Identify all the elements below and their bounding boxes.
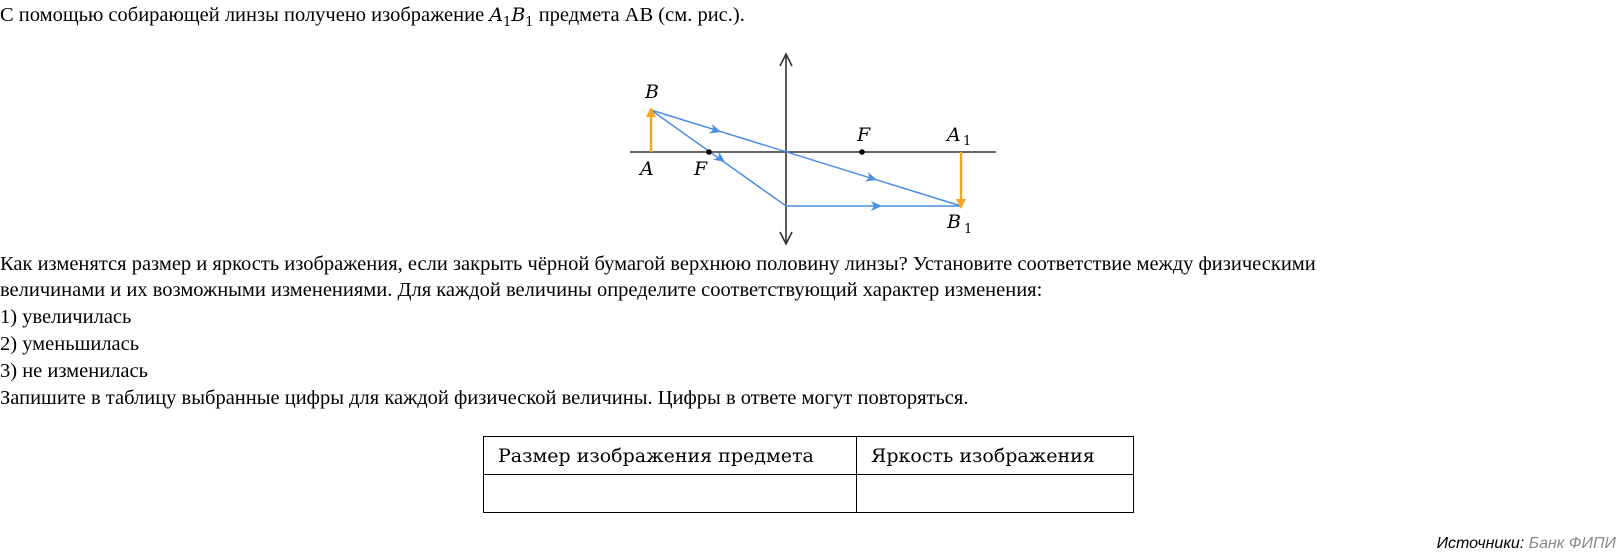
label-f-left: F [694,158,708,180]
label-b: B [645,81,659,103]
answer-cell-size[interactable] [484,475,857,513]
option-3: 3) не изменилась [0,360,148,382]
image-letter-b: B [511,4,526,26]
sources [1437,534,1616,554]
image-letter-a: A [489,4,504,26]
lens-diagram [620,44,1000,250]
answer-cell-brightness[interactable] [857,475,1134,513]
intro-after: предмета АВ (см. рис.). [533,4,745,26]
option-2: 2) уменьшилась [0,333,140,355]
answer-table-input-row [484,475,1134,513]
question-line-1: Как изменятся размер и яркость изображения, если закрыть чёрной бумагой верхнюю половину линзы? Установите соответствие между физическими [0,253,1316,275]
focus-left-point [706,149,712,155]
label-a1-sub: 1 [963,134,972,149]
answer-header-size: Размер изображения предмета [484,437,857,475]
sources-label: Источники: [1436,535,1529,552]
answer-header-brightness: Яркость изображения [857,437,1134,475]
option-1: 1) увеличилась [0,306,132,328]
question-line-2: величинами и их возможными изменениями. Для каждой величины определите соответствующий характер изменения: [0,279,1043,301]
label-a: A [640,158,654,180]
label-f-right: F [857,124,871,146]
ray-arrow-icon [865,172,878,185]
image-sub-a: 1 [503,14,512,30]
answer-table [483,436,1134,513]
instruction: Запишите в таблицу выбранные цифры для каждой физической величины. Цифры в ответе могут повторяться. [0,387,969,409]
sources-link[interactable]: Банк ФИПИ [1528,535,1616,552]
ray-arrow-icon [709,124,722,137]
focus-right-point [859,149,865,155]
label-a1: A [947,124,961,146]
image-sub-b: 1 [525,14,534,30]
answer-table-header-row [484,437,1134,475]
intro-text [0,2,745,36]
intro-before: С помощью собирающей линзы получено изображение [0,4,490,26]
label-b1: B [947,211,961,233]
image-label-math [489,4,534,30]
label-b1-sub: 1 [964,222,973,237]
